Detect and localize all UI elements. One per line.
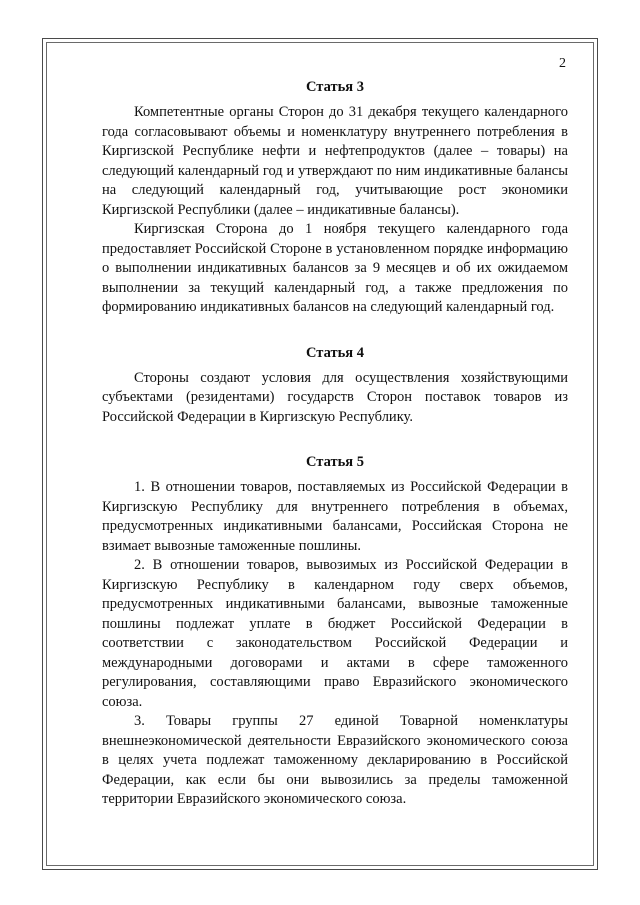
article-3	[102, 78, 568, 318]
article-paragraph: 2. В отношении товаров, вывозимых из Российской Федерации в Киргизскую Республику в календарном году сверх объемов, предусмотренных индикативными балансами, вывозные таможенные пошлины подлежат уплате в бюджет Российской Федерации в соответствии с законодательством Российской Федерации и международными договорами и актами в сфере таможенного регулирования, составляющими право Евразийского экономического союза.	[102, 557, 568, 710]
article-paragraph: 1. В отношении товаров, поставляемых из Российской Федерации в Киргизскую Республику для внутреннего потребления в объемах, предусмотренных индикативными балансами, Российская Сторона не взимает вывозные таможенные пошлины.	[102, 479, 568, 554]
article-title: Статья 4	[306, 344, 364, 361]
page-number: 2	[559, 56, 566, 71]
article-paragraph: Стороны создают условия для осуществления хозяйствующими субъектами (резидентами) государств Сторон поставок товаров из Российской Федерации в Киргизскую Республику.	[102, 369, 568, 425]
article-title: Статья 5	[306, 454, 364, 470]
article-5	[102, 453, 568, 810]
article-title: Статья 3	[306, 79, 364, 95]
document-body	[102, 78, 568, 810]
article-paragraph: Компетентные органы Сторон до 31 декабря текущего календарного года согласовывают объемы и номенклатуру внутреннего потребления в Киргизской Республике нефти и нефтепродуктов (далее – товары) на следующий календарный год и утверждают по ним индикативные балансы на следующий календарный год, учитывающие рост экономики Киргизской Республики (далее – индикативные балансы).	[102, 104, 568, 218]
article-paragraph: Киргизская Сторона до 1 ноября текущего календарного года предоставляет Российской Стороне в установленном порядке информацию о выполнении индикативных балансов за 9 месяцев и об их ожидаемом выполнении за текущий календарный год, а также предложения по формированию индикативных балансов на следующий календарный год.	[102, 221, 568, 315]
article-paragraph: 3. Товары группы 27 единой Товарной номенклатуры внешнеэкономической деятельности Евразийского экономического союза в целях учета подлежат таможенному декларированию в Российской Федерации, как если бы они вывозились за пределы таможенной территории Евразийского экономического союза.	[102, 713, 568, 807]
article-4	[102, 344, 568, 428]
